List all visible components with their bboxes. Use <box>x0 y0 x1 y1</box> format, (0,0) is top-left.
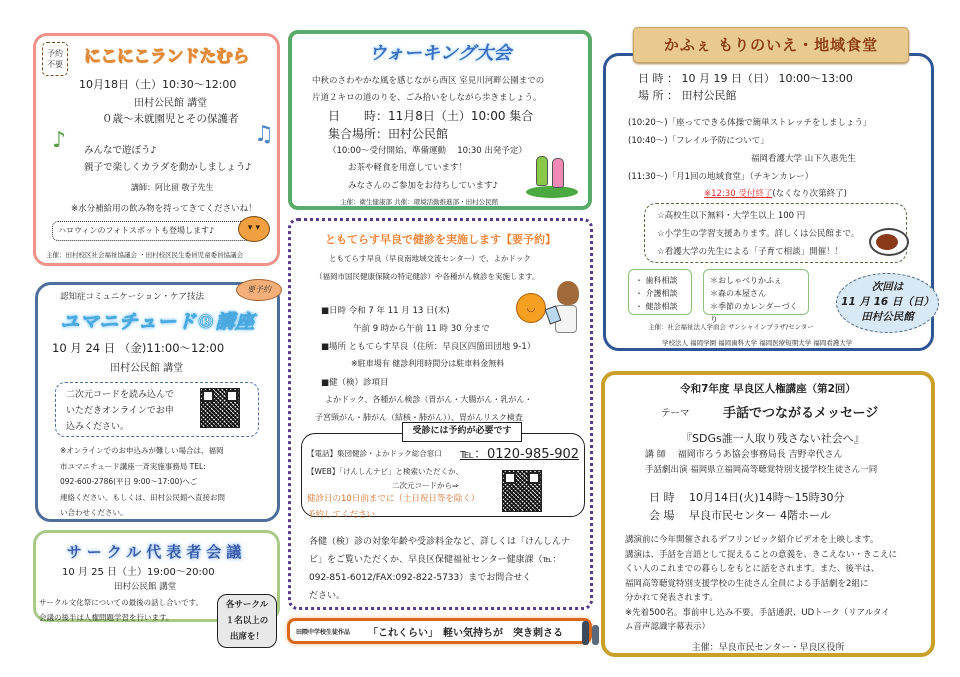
humanitude-title: ユマニチュード®講座 <box>60 311 255 333</box>
humanitude-venue: 田村公民館 講堂 <box>110 363 184 374</box>
activity-item: ＊おしゃべりかふぇ <box>710 276 782 285</box>
walking-place: 集合場所：田村公民館 <box>328 127 449 141</box>
badge-line: 予約 <box>47 49 63 58</box>
deadline-text-2: 予約してください <box>307 510 376 520</box>
activity-list <box>703 269 809 324</box>
reservation-panel <box>301 426 585 520</box>
walking-datetime: 日 時：11月8日（土）10:00 集合 <box>328 109 534 123</box>
walking-desc-1: 中秋のさわやかな風を感じながら西区 室見川河畔公園までの <box>312 76 545 86</box>
nikoniko-datetime: 10月18日（土）10:30～12:00 <box>79 78 237 91</box>
cafe-organizer-1: 主催：社会福祉法人学而会 サンシャインプラザ/センター <box>648 323 814 331</box>
health-checkup-section <box>288 218 593 610</box>
mascot-icon: ◡ <box>516 293 546 323</box>
humanitude-section <box>35 282 280 522</box>
halloween-text: ハロウィンのフォトスポットも登場します♪ <box>58 226 215 235</box>
theme-label: テーマ <box>661 408 690 419</box>
consult-item: ・ 健診相談 <box>635 302 678 311</box>
cafe-program-lecturer: 福岡看護大学 山下久恵先生 <box>751 154 856 164</box>
students-illustration <box>580 617 602 647</box>
phone-number[interactable]: ℡：0120-985-902 <box>460 447 580 462</box>
cafe-deadline: ※12:30 受付終了 <box>704 189 773 199</box>
qr-code[interactable] <box>502 470 542 512</box>
reservation-required-badge: 要予約 <box>236 279 282 301</box>
walking-event-section <box>288 30 592 210</box>
walking-schedule: （10:00～受付開始、準備運動 10:30 出発予定） <box>328 146 527 156</box>
activity-item: ＊森の本屋さん <box>710 289 766 298</box>
qr-instruction: いただきオンラインでお申 <box>66 406 174 416</box>
next-session-oval <box>836 273 939 333</box>
badge-line: 不要 <box>47 60 63 69</box>
halloween-notice <box>52 221 257 241</box>
rights-organizer: 主催：早良市民センター・早良区役所 <box>691 643 845 653</box>
no-reservation-badge <box>42 42 68 76</box>
banner-slogan: 「これくらい」 軽い気持ちが 突き刺さる <box>368 628 563 639</box>
walking-organizer: 主催：衛生健康部 共催：環境活動推進部・田村公民館 <box>340 198 499 206</box>
health-footer: 各健（検）診の対象年齢や受診料金など、詳しくは「けんしんナ ビ」をご覧いただくか、早良区保健福祉センター健康課（℡： 092-851-6012/FAX:092-822-5733）までお問合せく ださい。 <box>309 537 571 601</box>
nikoniko-line1: みんなで遊ぼう♪ <box>84 145 157 156</box>
slogan-banner <box>287 618 592 644</box>
rights-title: 令和7年度 早良区人権講座（第2回） <box>680 383 856 395</box>
health-title: ともてらす早良で健診を実施します【要予約】 <box>325 233 556 246</box>
theme-text: 手話でつながるメッセージ <box>723 406 879 421</box>
circle-line1: サークル文化祭についての最後の話し合いです。 <box>39 598 204 607</box>
cafe-program-3: (11:30～)「月1回の地域食堂」（チキンカレー） <box>628 172 814 182</box>
humanitude-subtitle: 認知症コミュニケーション・ケア技法 <box>60 292 204 302</box>
cafe-datetime: 日 時 ： 10 月 19 日（日） 10:00～13:00 <box>638 72 853 85</box>
consult-list <box>628 269 692 315</box>
rights-datetime: 日 時 10月14日(火)14時～15時30分 <box>649 491 845 504</box>
qr-instruction: 込みください。 <box>66 422 130 432</box>
human-rights-lecture-section <box>601 371 935 657</box>
attendance-bubble: 各サークル １名以上の 出席を！ <box>217 594 277 648</box>
rights-performers: 手話劇出演 福岡県立福岡高等聴覚特別支援学校生徒さん一同 <box>645 465 878 475</box>
activity-item: ＊季節のカレンダーづくり <box>710 302 798 324</box>
consult-item: ・ 歯科相談 <box>635 276 678 285</box>
cafe-organizer-2: 学校法人 福岡学園 福岡歯科大学 福岡医療短期大学 福岡看護大学 <box>662 339 853 347</box>
next-date: 11 月 16 日（日） <box>841 296 934 308</box>
nikoniko-land-section <box>33 33 280 266</box>
nikoniko-line2: 親子で楽しくカラダを動かしましょう♪ <box>84 162 252 173</box>
walking-line1: お茶や軽食を用意しています！ <box>348 163 468 173</box>
cafe-notes-box <box>644 203 907 263</box>
walking-line2: みなさんのご参加をお待ちしています♪ <box>348 181 498 191</box>
banner-label: 田隈中学校生徒作品 <box>296 629 351 636</box>
nikoniko-instructor: 講師：阿比留 敬子先生 <box>131 183 214 192</box>
girl-with-tablet-illustration <box>553 281 581 336</box>
cafe-title-board: かふぇ もりのいえ・地域食堂 <box>633 27 909 63</box>
rights-body: 講演前に今年開催されるデフリンピック紹介ビデオを上映します。 講演は、手話を言語として捉えることの意義を、きこえない・きこえに くい人のこれまでの暮らしをもとに話をされます。また、後半は、 福岡高等聴覚特別支援学校の生徒さん全員による手話劇を2組に 分かれて発表されます。 ※先着500名。事前申し込み不要。手話通訳、UDトーク（リアルタイ ム音声認識字幕表示） <box>625 535 898 632</box>
rights-subtitle: 『SDGs誰一人取り残さない社会へ』 <box>681 432 865 445</box>
health-items-1: よかドック、各種がん検診（胃がん・大腸がん・乳がん・ <box>325 395 533 404</box>
nikoniko-note: ※水分補給用の飲み物を持ってきてくださいね！ <box>71 204 257 214</box>
cafe-program-1: (10:20～)「座ってできる体操で簡単ストレッチをしましょう」 <box>628 118 872 128</box>
nikoniko-title: にこにこランドたむら <box>84 47 249 67</box>
health-time: 午前 9 時から午前 11 時 30 分まで <box>353 324 490 334</box>
nikoniko-organizer: 主催：田村校区社会福祉協議会 ・田村校区民生委員児童委員協議会 <box>46 251 244 259</box>
cafe-note: ☆小学生の学習支援あります。詳しくは公民館まで。 <box>657 229 860 239</box>
circle-venue: 田村公民館 講堂 <box>114 582 177 592</box>
reservation-required-tab: 受診には予約が必要です <box>402 422 522 442</box>
cafe-program-2: (10:40～)「フレイル予防について」 <box>628 136 769 146</box>
next-venue: 田村公民館 <box>861 311 914 323</box>
consult-item: ・ 介護相談 <box>635 289 678 298</box>
next-line: 次回は <box>871 281 904 293</box>
health-intro-2: （福岡市国民健康保険の特定健診）や各種がん検診を実施します。 <box>315 272 540 281</box>
music-notes-icon: ♫ <box>254 122 274 147</box>
humanitude-note: ※オンラインでのお申込みが難しい場合は、福岡 市ユマニチュード講座一斉実施事務局 TEL: 092-600-2786(平日 9:00～17:00)へご 連絡ください。もしくは、田村公民館へ直接お問 い合わせください。 <box>60 446 225 517</box>
circle-title: サークル代表者会議 <box>66 543 247 561</box>
rights-lecturer: 講 師 福岡市ろうあ協会事務局長 吉野幸代さん <box>645 450 843 460</box>
walking-title: ウォーキング大会 <box>368 43 512 64</box>
music-note-icon: ♪ <box>52 128 67 153</box>
deadline-text-1: 健診日の10日前までに（土日祝日等を除く） <box>307 494 480 504</box>
qr-code[interactable] <box>200 388 240 428</box>
health-date: ■日時 令和 7 年 11 月 13 日(木) <box>321 306 450 316</box>
cafe-place: 場 所 ： 田村公民館 <box>638 89 737 102</box>
health-intro-1: ともてらす早良（早良南地域交流センター）で、よかドック <box>329 254 531 263</box>
curry-plate-icon <box>869 228 909 256</box>
humanitude-datetime: 10 月 24 日 （金)11:00～12:00 <box>52 341 225 355</box>
hikers-illustration <box>526 150 578 198</box>
pumpkin-icon: ▾ ▾ <box>238 216 270 242</box>
health-items-2: 子宮頸がん・肺がん（結核・肺がん））、胃がんリスク検査 <box>315 413 523 422</box>
qr-instruction: 二次元コードを読み込んで <box>66 390 175 400</box>
cafe-note: ☆看護大学の先生による「子育て相談」開催！！ <box>657 247 844 257</box>
nikoniko-venue: 田村公民館 講堂 <box>134 98 208 109</box>
health-items-label: ■健（検）診項目 <box>321 378 389 388</box>
walking-desc-2: 片道２キロの道のりを、ごみ拾いをしながら歩きましょう。 <box>312 93 542 103</box>
circle-datetime: 10 月 25 日（土）19:00～20:00 <box>62 567 215 578</box>
phone-label: 【電話】集団健診・よかドック総合窓口 <box>307 449 442 458</box>
health-parking: ※駐車場有 健診利用時間分は駐車料金無料 <box>351 359 505 368</box>
nikoniko-target: ０歳～未就園児とその保護者 <box>102 113 239 125</box>
rights-venue: 会 場 早良市民センター 4階ホール <box>649 509 831 522</box>
qr-arrow-text: 二次元コードから⇒ <box>392 481 459 490</box>
cafe-deadline-note: (なくなり次第終了) <box>772 189 847 199</box>
web-instruction: 【WEB】「けんしんナビ」と検索いただくか、 <box>307 467 464 476</box>
circle-line2: 会議の後半は人権問題学習を行います。 <box>39 613 174 622</box>
health-place: ■場所 ともてらす早良（住所：早良区四箇田団地 9-1） <box>321 342 536 352</box>
cafe-note: ☆高校生以下無料・大学生以上 100 円 <box>657 211 806 221</box>
